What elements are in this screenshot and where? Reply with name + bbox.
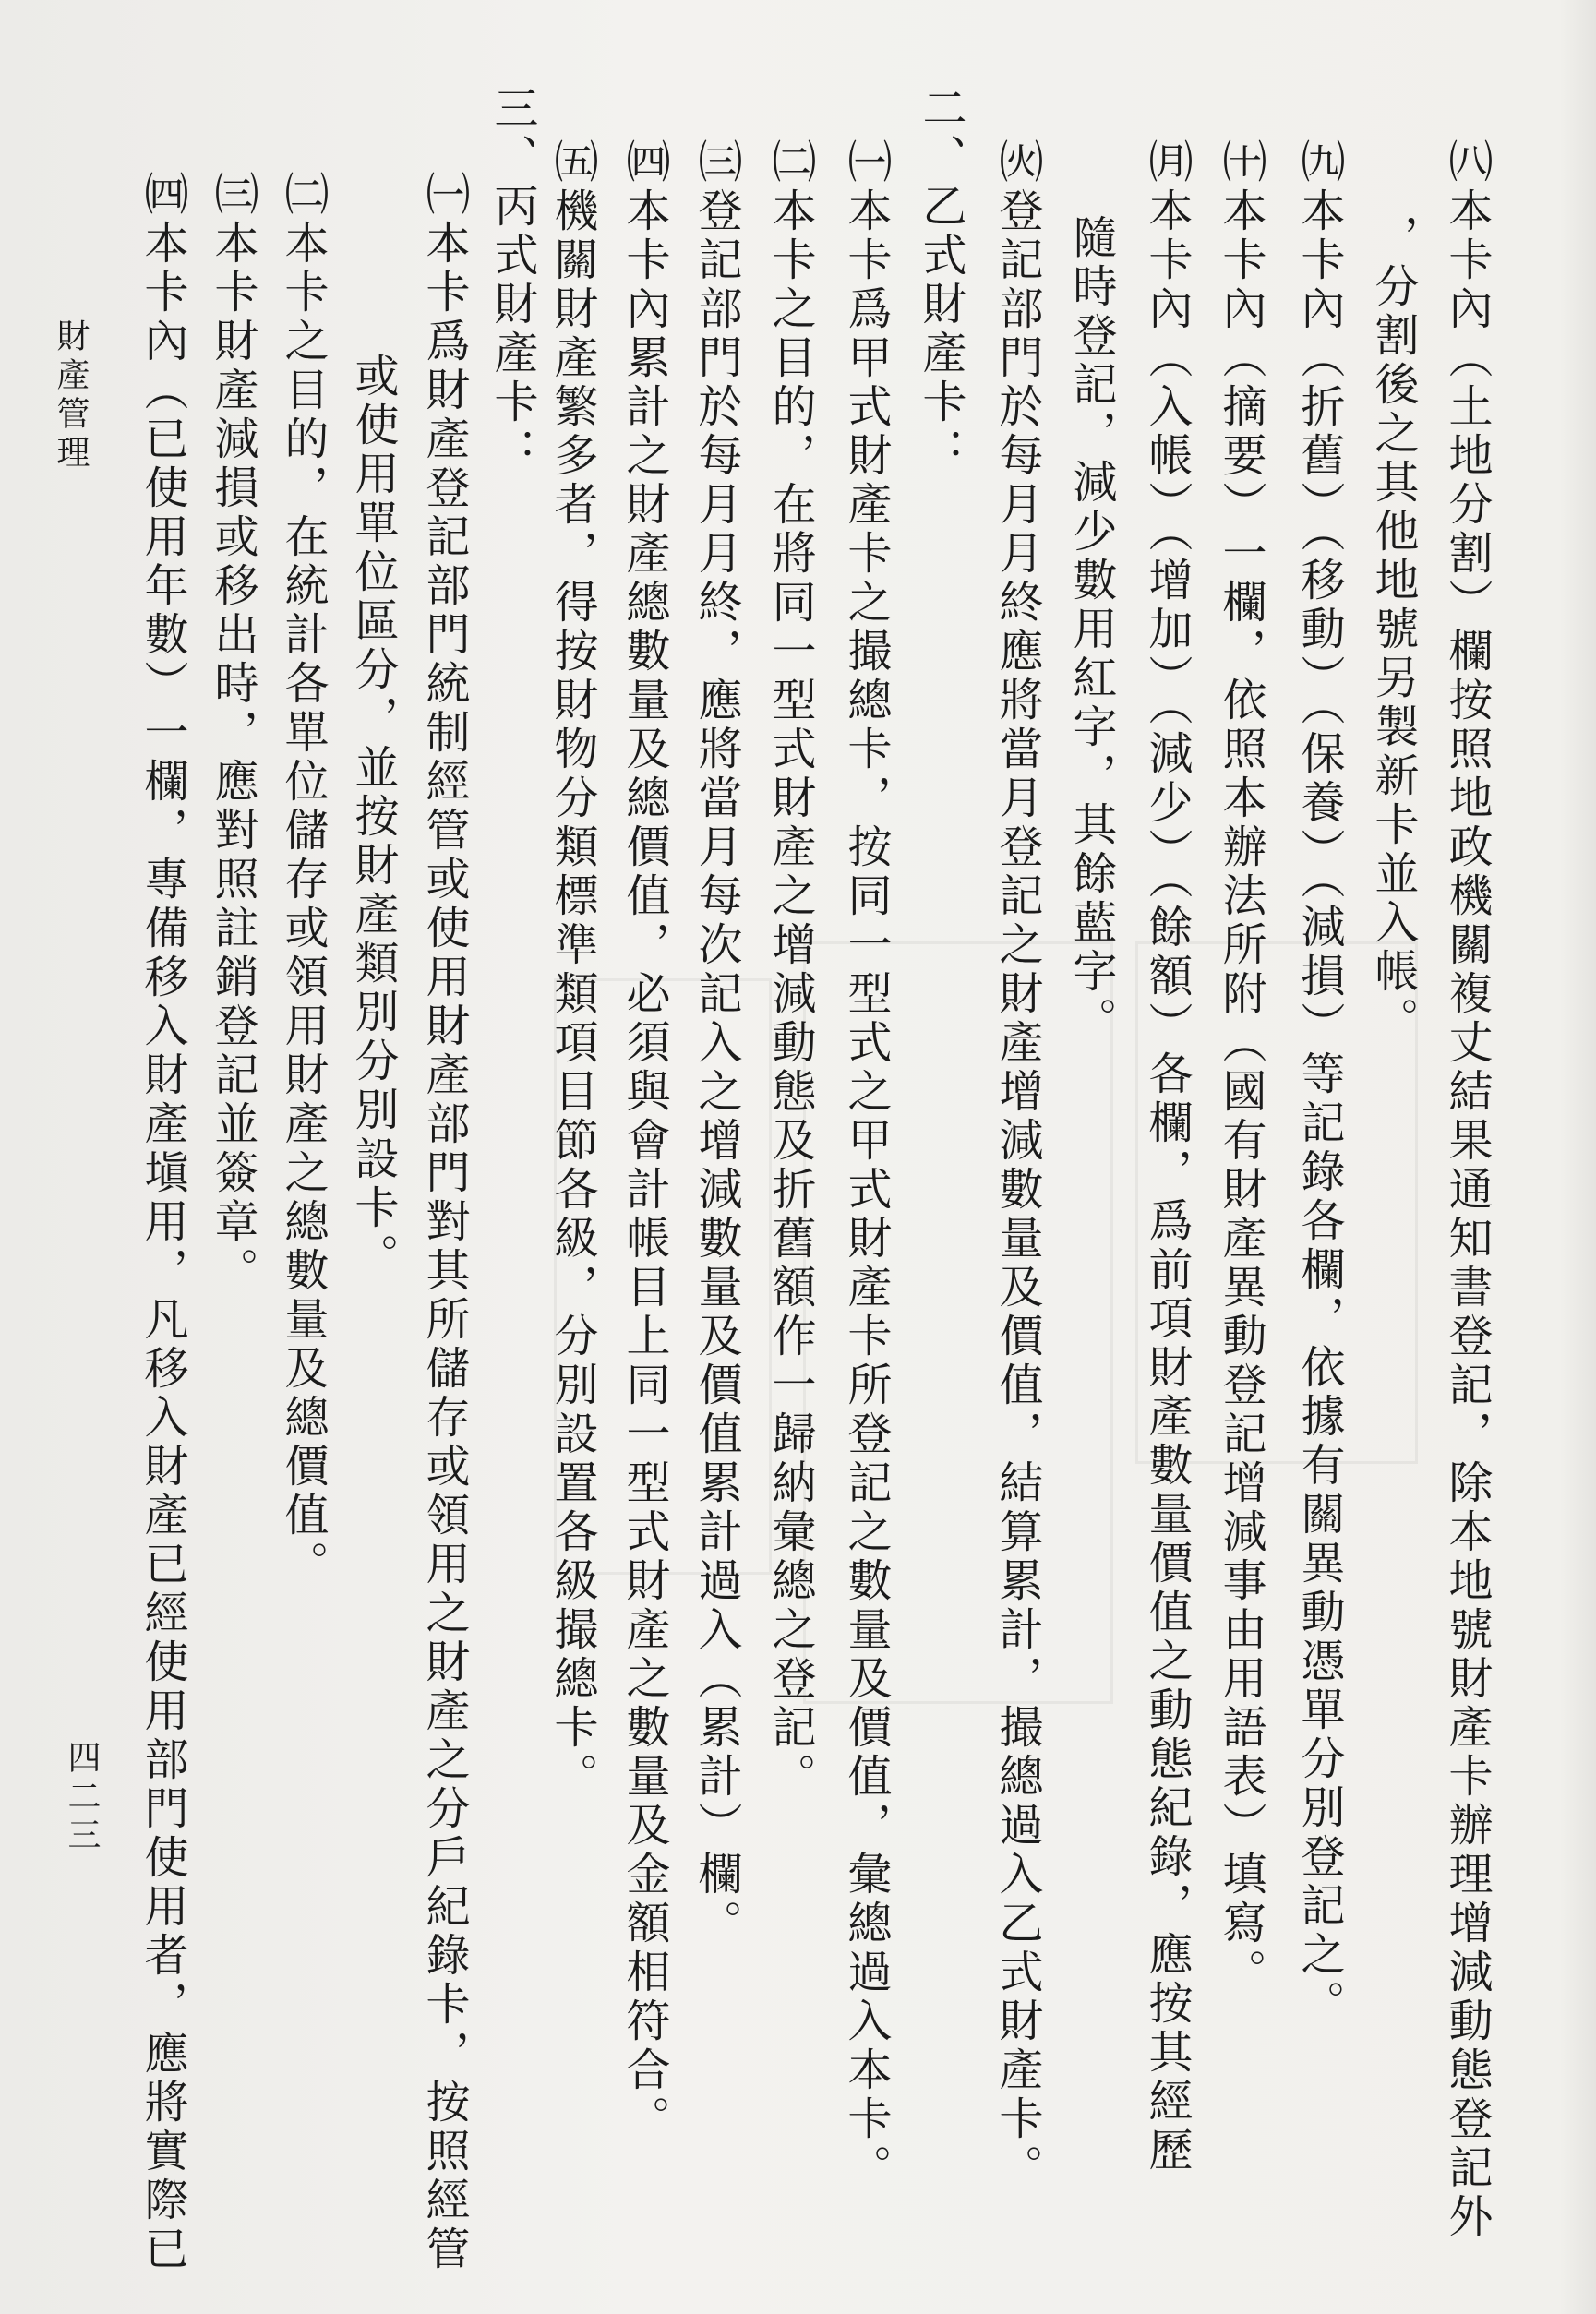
text-column-3-1-continued: 或使用單位區分，並按財產類別分別設卡。 bbox=[347, 353, 399, 1282]
running-header-book-title: 財產管理 bbox=[52, 318, 90, 474]
text-column-12: ㈫登記部門於每月月終應將當月登記之財產增減數量及價值，結算累計，撮總過入乙式財產卡。 bbox=[991, 138, 1043, 2193]
text-column-2-1: ㈠本卡爲甲式財產卡之撮總卡，按同一型式之甲式財產卡所登記之數量及價值，彙總過入本卡。 bbox=[840, 138, 892, 2193]
section-heading-3: 三、丙式財產卡： bbox=[486, 85, 538, 476]
section-heading-2: 二、乙式財產卡： bbox=[915, 85, 966, 476]
page-number: 四二三 bbox=[63, 1740, 101, 1856]
page-edge-shadow bbox=[1559, 0, 1596, 2314]
text-column-2-4: ㈣本卡內累計之財產總數量及總價值，必須與會計帳目上同一型式財產之數量及金額相符合。 bbox=[618, 138, 670, 2144]
text-column-10: ㈩本卡內（摘要）一欄，依照本辦法所附（國有財產異動登記增減事由用語表）填寫。 bbox=[1215, 138, 1266, 1997]
text-column-3-2: ㈡本卡之目的，在統計各單位儲存或領用財產之總數量及總價值。 bbox=[277, 171, 329, 1589]
text-column-11-continued: 隨時登記，減少數用紅字，其餘藍字。 bbox=[1065, 214, 1117, 1046]
text-column-3-3: ㈢本卡財產減損或移出時，應對照註銷登記並簽章。 bbox=[207, 171, 258, 1296]
text-column-8: ㈧本卡內（土地分割）欄按照地政機關複丈結果通知書登記，除本地號財產卡辦理增減動態登記外 bbox=[1441, 138, 1493, 2242]
text-column-8-continued: ，分割後之其他地號另製新卡並入帳。 bbox=[1367, 214, 1419, 1046]
text-column-11: ㈪本卡內（入帳）（增加）（減少）（餘額）各欄，爲前項財產數量價值之動態紀錄，應按其經歷 bbox=[1141, 138, 1193, 2176]
text-column-2-3: ㈢登記部門於每月月終，應將當月每次記入之增減數量及價值累計過入（累計）欄。 bbox=[690, 138, 742, 1948]
text-column-3-1: ㈠本卡爲財產登記部門統制經管或使用財產部門對其所儲存或領用之財產之分戶紀錄卡，按照經管 bbox=[418, 171, 470, 2274]
text-column-9: ㈨本卡內（折舊）（移動）（保養）（減損）等記錄各欄，依據有關異動憑單分別登記之。 bbox=[1293, 138, 1345, 2029]
text-column-2-2: ㈡本卡之目的，在將同一型式財產之增減動態及折舊額作一歸納彙總之登記。 bbox=[764, 138, 816, 1802]
text-column-2-5: ㈤機關財產繁多者，得按財物分類標準類項目節各級，分別設置各級撮總卡。 bbox=[546, 138, 598, 1802]
text-column-3-4: ㈣本卡內（已使用年數）一欄，專備移入財產塡用，凡移入財產已經使用部門使用者，應將實際已 bbox=[137, 171, 188, 2274]
